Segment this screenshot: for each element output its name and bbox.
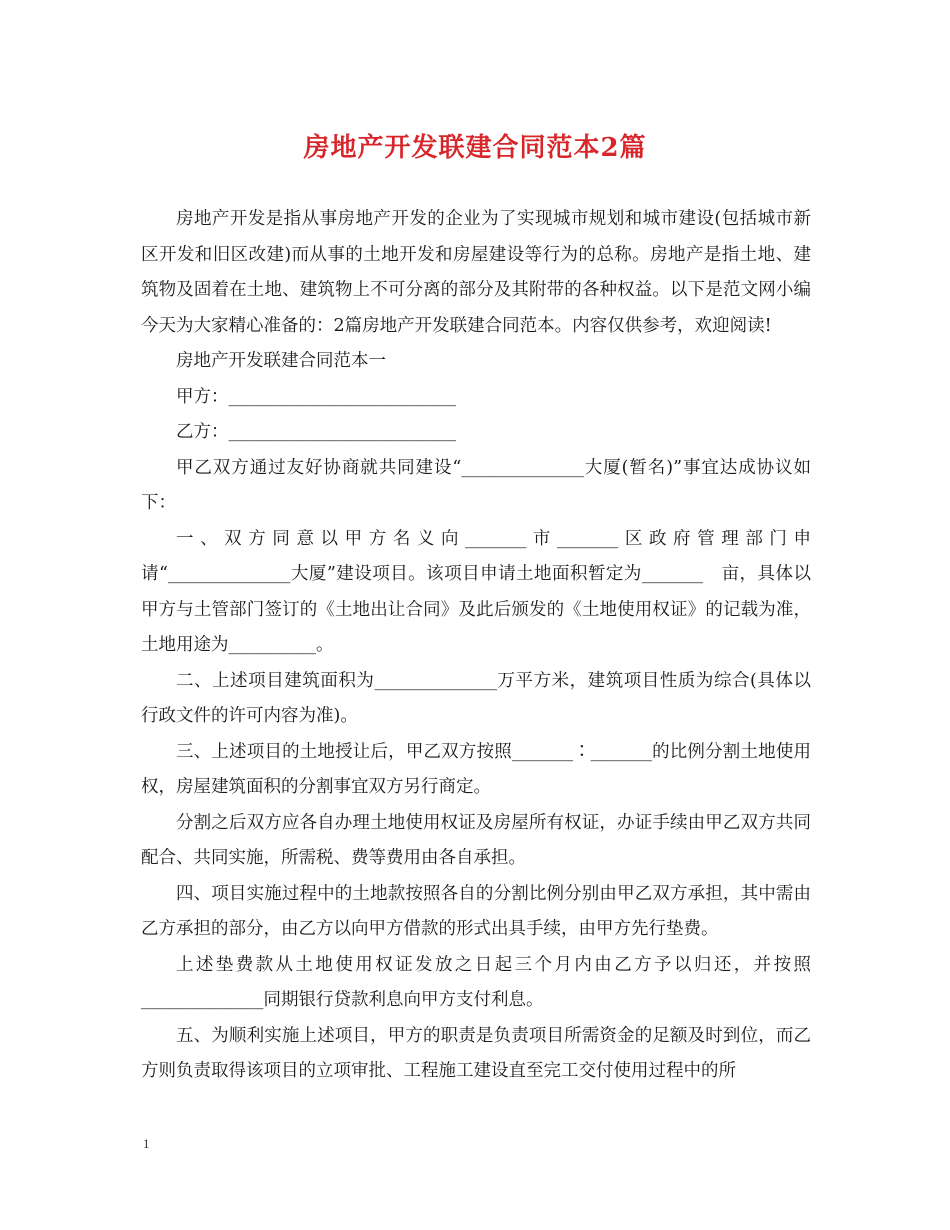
- paragraph-clause-3: 三、上述项目的土地授让后，甲乙双方按照_______∶_______的比例分割土地使用权，房屋建筑面积的分割事宜双方另行商定。: [141, 741, 811, 797]
- document-body: [141, 202, 811, 1090]
- paragraph-intro: 房地产开发是指从事房地产开发的企业为了实现城市规划和城市建设(包括城市新区开发和旧区改建)而从事的土地开发和房屋建设等行为的总称。房地产是指土地、建筑物及固着在土地、建筑物上不可分离的部分及其附带的各种权益。以下是范文网小编今天为大家精心准备的：2篇房地产开发联建合同范本。内容仅供参考，欢迎阅读!: [141, 209, 811, 336]
- paragraph-clause-2: 二、上述项目建筑面积为______________万平方米，建筑项目性质为综合(具体以行政文件的许可内容为准)。: [141, 670, 811, 726]
- paragraph-clause-4-note: 上述垫费款从土地使用权证发放之日起三个月内由乙方予以归还，并按照______________同期银行贷款利息向甲方支付利息。: [141, 954, 811, 1010]
- paragraph-clause-3-note: 分割之后双方应各自办理土地使用权证及房屋所有权证，办证手续由甲乙双方共同配合、共同实施，所需税、费等费用由各自承担。: [141, 812, 811, 868]
- paragraph-contract-heading: 房地产开发联建合同范本一: [176, 351, 386, 371]
- paragraph-clause-1: 一、双方同意以甲方名义向_______市_______区政府管理部门申请“______________大厦”建设项目。该项目申请土地面积暂定为_______ 亩，具体以甲方与土管部门签订的《土地出让合同》及此后颁发的《土地使用权证》的记载为准，土地用途为__________。: [141, 528, 811, 655]
- paragraph-party-a: 甲方：__________________________: [176, 386, 456, 407]
- paragraph-clause-5: 五、为顺利实施上述项目，甲方的职责是负责项目所需资金的足额及时到位，而乙方则负责取得该项目的立项审批、工程施工建设直至完工交付使用过程中的所: [141, 1025, 811, 1081]
- document-title: 房地产开发联建合同范本2篇: [303, 133, 647, 163]
- page-number: 1: [143, 1136, 150, 1151]
- paragraph-agreement: 甲乙双方通过友好协商就共同建设“______________大厦(暂名)”事宜达成协议如下：: [141, 457, 811, 513]
- paragraph-party-b: 乙方：__________________________: [176, 422, 456, 442]
- paragraph-clause-4: 四、项目实施过程中的土地款按照各自的分割比例分别由甲乙双方承担，其中需由乙方承担的部分，由乙方以向甲方借款的形式出具手续，由甲方先行垫费。: [141, 883, 811, 939]
